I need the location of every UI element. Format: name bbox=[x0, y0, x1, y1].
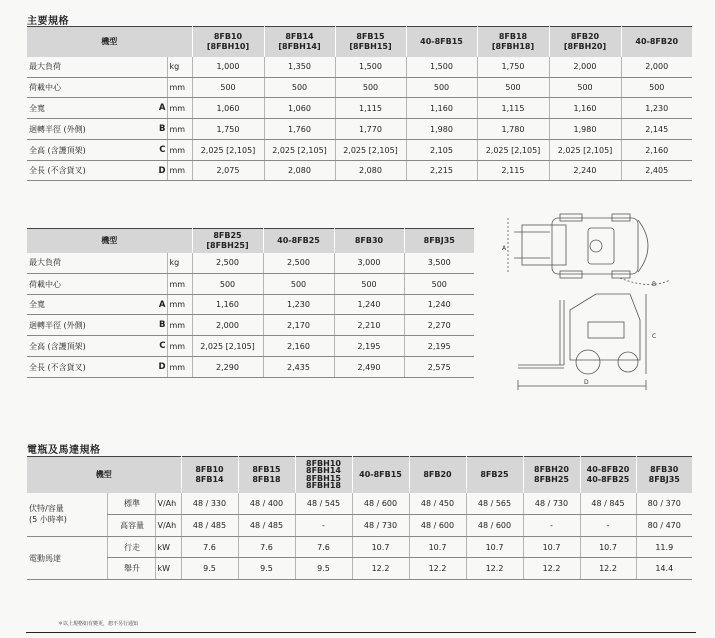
table-cell: 1,780 bbox=[477, 119, 549, 140]
table-cell: 500 bbox=[192, 78, 264, 98]
table-row-width bbox=[27, 98, 692, 119]
model-header: 8FB30 8FBJ35 bbox=[636, 457, 692, 493]
table-cell: 12.2 bbox=[409, 558, 466, 580]
row-unit: mm bbox=[167, 161, 192, 181]
table-cell: 500 bbox=[263, 274, 334, 295]
table-cell: 48 / 485 bbox=[181, 515, 238, 537]
dimension-code: C bbox=[153, 336, 167, 357]
table-cell: 2,240 bbox=[549, 161, 621, 181]
row-unit: mm bbox=[167, 274, 192, 295]
table-cell: 48 / 845 bbox=[580, 493, 636, 515]
row-unit: kg bbox=[167, 57, 192, 78]
row-unit: mm bbox=[167, 78, 192, 98]
table-cell: 2,025 [2,105] bbox=[264, 140, 335, 161]
model-header: 8FB20 bbox=[409, 457, 466, 493]
table-cell: 2,270 bbox=[404, 315, 474, 336]
row-unit: mm bbox=[167, 140, 192, 161]
row-label: 全長 (不含貨叉) bbox=[27, 357, 153, 378]
row-unit: mm bbox=[167, 336, 192, 357]
battery-group-label: 伏特/容量 (5 小時率) bbox=[27, 493, 107, 537]
table-cell: 2,025 [2,105] bbox=[192, 140, 264, 161]
table-cell: - bbox=[523, 515, 580, 537]
table-cell: 1,750 bbox=[192, 119, 264, 140]
table-cell: 2,490 bbox=[334, 357, 404, 378]
table-cell: 2,575 bbox=[404, 357, 474, 378]
diagram-letter-a: A bbox=[502, 245, 507, 252]
table-cell: 500 bbox=[334, 274, 404, 295]
row-unit: kW bbox=[155, 537, 181, 558]
table-cell: 2,170 bbox=[263, 315, 334, 336]
table-row-turn-radius bbox=[27, 119, 692, 140]
row-unit: kg bbox=[167, 253, 192, 274]
table-cell: 2,290 bbox=[192, 357, 263, 378]
table-cell: 11.9 bbox=[636, 537, 692, 558]
table-cell: 48 / 485 bbox=[238, 515, 295, 537]
table-cell: 7.6 bbox=[181, 537, 238, 558]
table-cell: 3,500 bbox=[404, 253, 474, 274]
table-cell: 80 / 370 bbox=[636, 493, 692, 515]
row-label: 迴轉半徑 (外側) bbox=[27, 119, 153, 140]
table-cell: 14.4 bbox=[636, 558, 692, 580]
table-cell: 48 / 600 bbox=[409, 515, 466, 537]
table-cell: 7.6 bbox=[238, 537, 295, 558]
main-specs-table-1 bbox=[27, 26, 692, 181]
table-row-height bbox=[27, 336, 474, 357]
row-unit: mm bbox=[167, 295, 192, 315]
table-row-motor-lift bbox=[27, 558, 692, 580]
row-unit: mm bbox=[167, 119, 192, 140]
table-cell: 2,405 bbox=[621, 161, 692, 181]
row-label: 荷載中心 bbox=[27, 78, 153, 98]
row-sublabel: 標準 bbox=[107, 493, 155, 515]
table-cell: 1,060 bbox=[192, 98, 264, 119]
model-header: 8FB15 [8FBH15] bbox=[335, 27, 406, 57]
section-title-battery-motor: 電瓶及馬達規格 bbox=[27, 445, 101, 456]
row-unit: V/Ah bbox=[155, 515, 181, 537]
table-cell: 2,195 bbox=[404, 336, 474, 357]
row-label: 最大負荷 bbox=[27, 57, 153, 78]
table-cell: 1,500 bbox=[406, 57, 477, 78]
table-row-width bbox=[27, 295, 474, 315]
diagram-letter-c: C bbox=[652, 333, 657, 340]
model-header: 8FB25 [8FBH25] bbox=[192, 229, 263, 253]
table-cell: 2,115 bbox=[477, 161, 549, 181]
table-cell: 12.2 bbox=[580, 558, 636, 580]
table-cell: 1,980 bbox=[549, 119, 621, 140]
model-header: 8FB15 8FB18 bbox=[238, 457, 295, 493]
bottom-divider bbox=[26, 632, 696, 633]
table-cell: 2,105 bbox=[406, 140, 477, 161]
diagram-letter-b: B bbox=[652, 281, 657, 288]
diagram-letter-d: D bbox=[584, 379, 589, 386]
table-cell: - bbox=[295, 515, 352, 537]
model-header: 40-8FB15 bbox=[406, 27, 477, 57]
row-unit: kW bbox=[155, 558, 181, 580]
model-header-label: 機型 bbox=[27, 457, 181, 493]
table-cell: 2,080 bbox=[264, 161, 335, 181]
row-label: 荷載中心 bbox=[27, 274, 153, 295]
table-row-load bbox=[27, 253, 474, 274]
table-cell: 48 / 545 bbox=[295, 493, 352, 515]
motor-group-label: 電動馬達 bbox=[27, 537, 107, 580]
table-cell: 12.2 bbox=[352, 558, 409, 580]
table-cell: 9.5 bbox=[295, 558, 352, 580]
table-cell: 2,215 bbox=[406, 161, 477, 181]
model-header: 8FB10 8FB14 bbox=[181, 457, 238, 493]
table-cell: 1,060 bbox=[264, 98, 335, 119]
table-cell: 1,230 bbox=[263, 295, 334, 315]
dimension-code: A bbox=[153, 295, 167, 315]
table-cell: 2,145 bbox=[621, 119, 692, 140]
forklift-top-view bbox=[508, 214, 670, 285]
table-cell: 500 bbox=[264, 78, 335, 98]
model-header: 40-8FB15 bbox=[352, 457, 409, 493]
table-row-battery-standard bbox=[27, 493, 692, 515]
model-header: 8FBH20 8FBH25 bbox=[523, 457, 580, 493]
model-header: 8FB14 [8FBH14] bbox=[264, 27, 335, 57]
table-header-row bbox=[27, 229, 474, 253]
table-row-motor-travel bbox=[27, 537, 692, 558]
table-cell: 500 bbox=[406, 78, 477, 98]
table-cell: 500 bbox=[549, 78, 621, 98]
table-cell: 10.7 bbox=[466, 537, 523, 558]
table-cell: 2,160 bbox=[621, 140, 692, 161]
table-row-height bbox=[27, 140, 692, 161]
table-cell: 12.2 bbox=[466, 558, 523, 580]
table-row-load bbox=[27, 57, 692, 78]
row-label: 全高 (含護頂架) bbox=[27, 140, 153, 161]
table-cell: 80 / 470 bbox=[636, 515, 692, 537]
table-cell: 2,000 bbox=[549, 57, 621, 78]
model-header: 8FB30 bbox=[334, 229, 404, 253]
table-cell: 7.6 bbox=[295, 537, 352, 558]
row-unit: mm bbox=[167, 98, 192, 119]
table-cell: 1,115 bbox=[477, 98, 549, 119]
table-cell: 2,025 [2,105] bbox=[549, 140, 621, 161]
table-cell: 1,980 bbox=[406, 119, 477, 140]
row-sublabel: 舉升 bbox=[107, 558, 155, 580]
table-cell: 1,000 bbox=[192, 57, 264, 78]
table-cell: 1,760 bbox=[264, 119, 335, 140]
table-cell: 48 / 600 bbox=[352, 493, 409, 515]
row-label: 全寬 bbox=[27, 295, 153, 315]
table-cell: 1,230 bbox=[621, 98, 692, 119]
model-header: 40-8FB25 bbox=[263, 229, 334, 253]
table-cell: 2,000 bbox=[192, 315, 263, 336]
main-specs-table-2 bbox=[27, 228, 474, 378]
table-row-length bbox=[27, 357, 474, 378]
table-cell: - bbox=[580, 515, 636, 537]
table-row-length bbox=[27, 161, 692, 181]
table-header-row bbox=[27, 457, 692, 493]
model-header: 8FB20 [8FBH20] bbox=[549, 27, 621, 57]
table-cell: 10.7 bbox=[409, 537, 466, 558]
row-unit: mm bbox=[167, 357, 192, 378]
forklift-side-view bbox=[518, 294, 646, 390]
table-cell: 2,080 bbox=[335, 161, 406, 181]
table-cell: 48 / 450 bbox=[409, 493, 466, 515]
table-cell: 12.2 bbox=[523, 558, 580, 580]
model-header: 8FBH10 8FBH14 8FBH15 8FBH18 bbox=[295, 457, 352, 493]
table-row-center bbox=[27, 78, 692, 98]
table-cell: 2,075 bbox=[192, 161, 264, 181]
row-label: 全長 (不含貨叉) bbox=[27, 161, 153, 181]
model-header-label: 機型 bbox=[27, 27, 192, 57]
table-cell: 9.5 bbox=[238, 558, 295, 580]
table-cell: 1,240 bbox=[334, 295, 404, 315]
table-row-turn-radius bbox=[27, 315, 474, 336]
dimension-code: B bbox=[153, 119, 167, 140]
table-cell: 48 / 330 bbox=[181, 493, 238, 515]
table-cell: 2,500 bbox=[263, 253, 334, 274]
table-cell: 1,750 bbox=[477, 57, 549, 78]
model-header: 40-8FB20 bbox=[621, 27, 692, 57]
table-cell: 1,160 bbox=[549, 98, 621, 119]
table-cell: 9.5 bbox=[181, 558, 238, 580]
model-header: 8FB10 [8FBH10] bbox=[192, 27, 264, 57]
table-cell: 500 bbox=[477, 78, 549, 98]
table-cell: 500 bbox=[621, 78, 692, 98]
table-cell: 500 bbox=[192, 274, 263, 295]
table-cell: 1,115 bbox=[335, 98, 406, 119]
model-header: 8FB18 [8FBH18] bbox=[477, 27, 549, 57]
table-cell: 10.7 bbox=[352, 537, 409, 558]
model-header: 8FB25 bbox=[466, 457, 523, 493]
dimension-code: D bbox=[153, 161, 167, 181]
row-unit: V/Ah bbox=[155, 493, 181, 515]
table-cell: 500 bbox=[335, 78, 406, 98]
dimension-code: B bbox=[153, 315, 167, 336]
table-cell: 1,350 bbox=[264, 57, 335, 78]
table-cell: 2,210 bbox=[334, 315, 404, 336]
table-cell: 2,195 bbox=[334, 336, 404, 357]
table-cell: 2,025 [2,105] bbox=[477, 140, 549, 161]
row-unit: mm bbox=[167, 315, 192, 336]
table-header-row bbox=[27, 27, 692, 57]
dimension-code: A bbox=[153, 98, 167, 119]
dimension-code: D bbox=[153, 357, 167, 378]
table-cell: 2,025 [2,105] bbox=[192, 336, 263, 357]
table-cell: 1,160 bbox=[192, 295, 263, 315]
table-cell: 1,160 bbox=[406, 98, 477, 119]
footnote: ＊以上規格如有變更，恕不另行通知 bbox=[58, 621, 139, 627]
table-cell: 48 / 730 bbox=[523, 493, 580, 515]
table-cell: 500 bbox=[404, 274, 474, 295]
battery-motor-table bbox=[27, 456, 692, 580]
table-cell: 1,770 bbox=[335, 119, 406, 140]
model-header: 40-8FB20 40-8FB25 bbox=[580, 457, 636, 493]
table-cell: 2,435 bbox=[263, 357, 334, 378]
table-cell: 10.7 bbox=[523, 537, 580, 558]
table-cell: 10.7 bbox=[580, 537, 636, 558]
row-label: 迴轉半徑 (外側) bbox=[27, 315, 153, 336]
table-cell: 2,500 bbox=[192, 253, 263, 274]
table-cell: 48 / 600 bbox=[466, 515, 523, 537]
row-sublabel: 行走 bbox=[107, 537, 155, 558]
model-header: 8FBJ35 bbox=[404, 229, 474, 253]
dimension-code: C bbox=[153, 140, 167, 161]
table-cell: 48 / 565 bbox=[466, 493, 523, 515]
table-row-center bbox=[27, 274, 474, 295]
row-label: 全寬 bbox=[27, 98, 153, 119]
table-cell: 2,025 [2,105] bbox=[335, 140, 406, 161]
row-label: 最大負荷 bbox=[27, 253, 153, 274]
model-header-label: 機型 bbox=[27, 229, 192, 253]
table-cell: 1,500 bbox=[335, 57, 406, 78]
table-cell: 1,240 bbox=[404, 295, 474, 315]
table-cell: 48 / 730 bbox=[352, 515, 409, 537]
row-sublabel: 高容量 bbox=[107, 515, 155, 537]
forklift-dimension-diagram bbox=[500, 210, 690, 395]
table-cell: 2,160 bbox=[263, 336, 334, 357]
table-cell: 3,000 bbox=[334, 253, 404, 274]
section-title-main-specs: 主要規格 bbox=[27, 16, 69, 27]
table-row-battery-high bbox=[27, 515, 692, 537]
table-cell: 2,000 bbox=[621, 57, 692, 78]
table-cell: 48 / 400 bbox=[238, 493, 295, 515]
row-label: 全高 (含護頂架) bbox=[27, 336, 153, 357]
